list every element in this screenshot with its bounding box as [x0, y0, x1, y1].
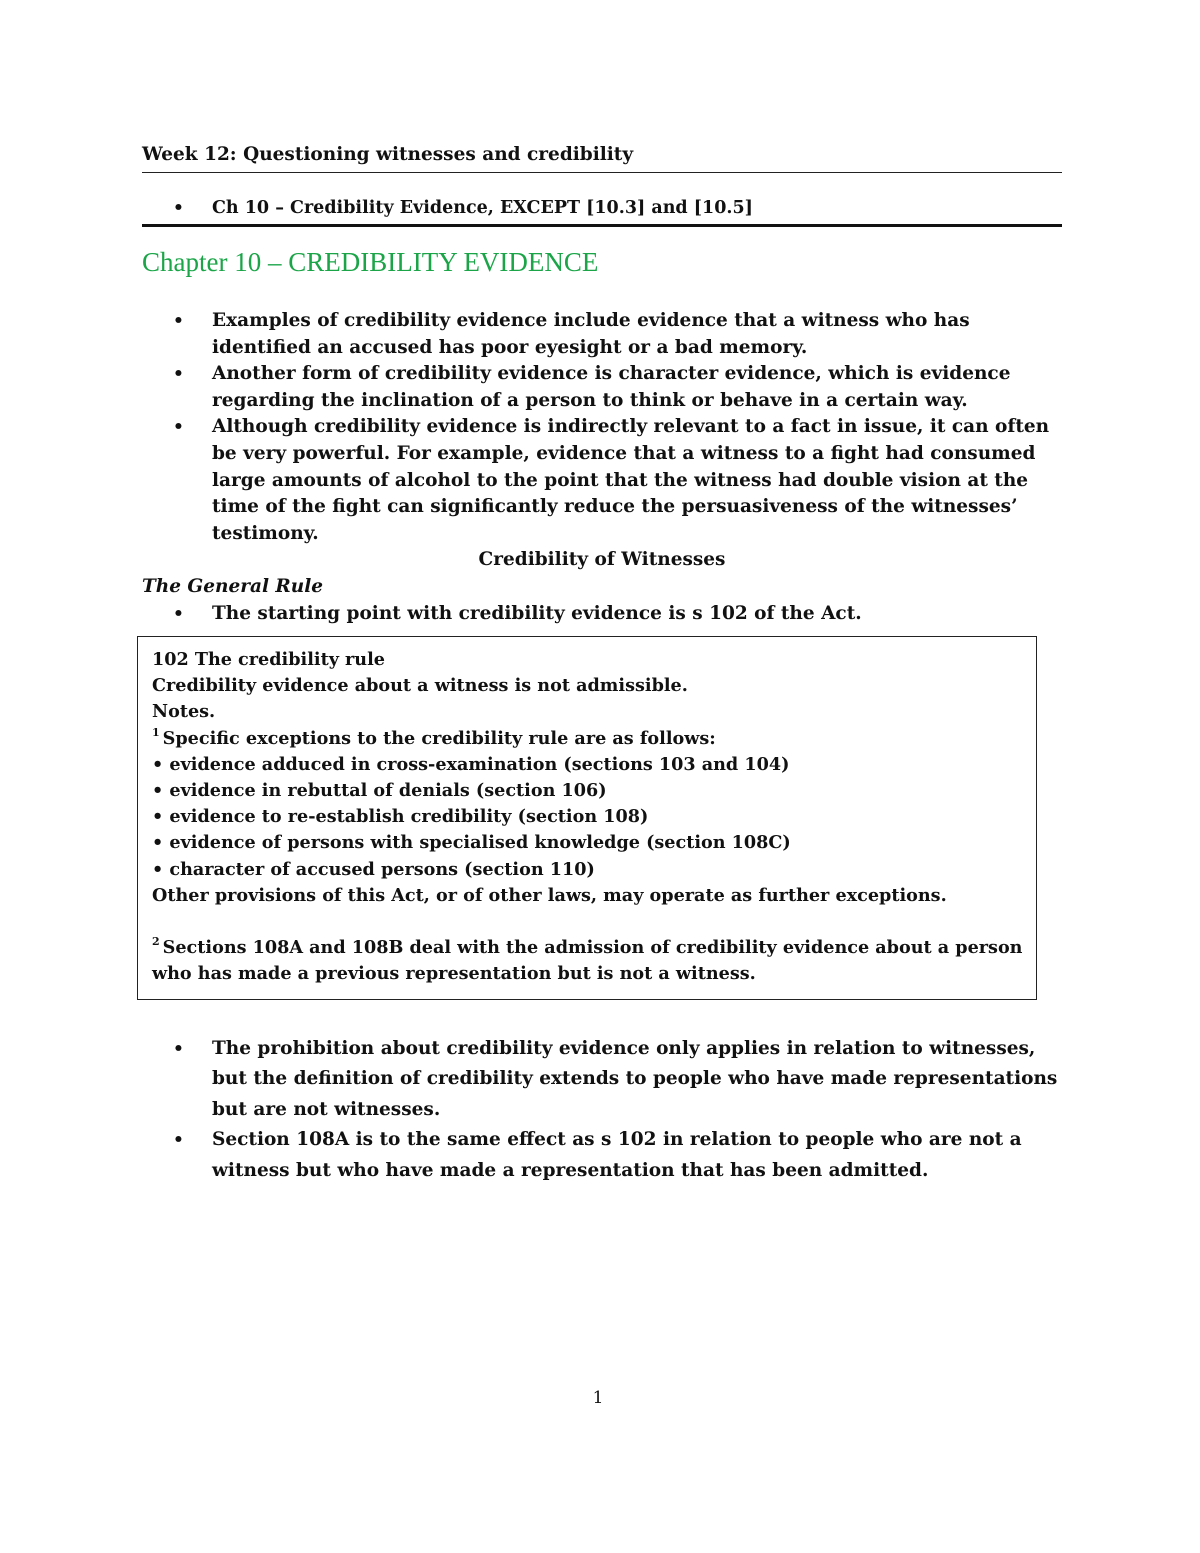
exception-item: • evidence to re-establish credibility (section 108)	[152, 806, 649, 828]
after-bullet-list	[142, 1034, 1062, 1186]
section-heading: Credibility of Witnesses	[478, 549, 726, 570]
list-item	[142, 1034, 1062, 1125]
list-item-text: The starting point with credibility evidence is s 102 of the Act.	[212, 603, 862, 624]
intro-bullet-list	[142, 308, 1062, 547]
bullet-icon: •	[173, 198, 184, 218]
week-title: Week 12: Questioning witnesses and credibility	[142, 144, 634, 165]
list-item-text: Section 108A is to the same effect as s 102 in relation to people who are not a witness but who have made a representation that has been admitted.	[212, 1129, 1022, 1181]
list-item	[142, 601, 1062, 627]
bullet-icon: •	[173, 364, 184, 385]
bullet-icon: •	[173, 1130, 184, 1151]
other-provisions-note: Other provisions of this Act, or of other laws, may operate as further exceptions.	[152, 884, 947, 906]
exception-item: • evidence of persons with specialised knowledge (section 108C)	[152, 832, 791, 854]
list-item-text: Examples of credibility evidence include evidence that a witness who has identified an accused has poor eyesight or a bad memory.	[212, 310, 970, 358]
chapter-heading: Chapter 10 – CREDIBILITY EVIDENCE	[142, 247, 599, 277]
statute-rule: Credibility evidence about a witness is not admissible.	[152, 675, 688, 697]
list-item-text: Although credibility evidence is indirectly relevant to a fact in issue, it can often be very powerful. For example, evidence that a witness to a fight had consumed large amounts of alcohol to the point that the witness had double vision at the time of the fight can significantly reduce the persuasiveness of the witnesses’ testimony.	[212, 416, 1050, 544]
note-1	[152, 726, 1024, 752]
statute-extract-box	[137, 636, 1037, 1000]
exception-item: • character of accused persons (section 110)	[152, 858, 595, 880]
list-item-text: Another form of credibility evidence is character evidence, which is evidence regarding the inclination of a person to think or behave in a certain way.	[212, 363, 1011, 411]
document-page	[142, 0, 1062, 1553]
reading-text: Ch 10 – Credibility Evidence, EXCEPT [10.3] and [10.5]	[212, 198, 753, 218]
bullet-icon: •	[173, 417, 184, 438]
note-marker: 1	[152, 725, 160, 739]
title-divider	[142, 172, 1062, 173]
bullet-icon: •	[173, 604, 184, 624]
reading-item	[142, 195, 1062, 221]
spacer	[152, 909, 1024, 935]
section-subheading: The General Rule	[142, 576, 324, 597]
note-marker: 2	[152, 935, 160, 949]
list-item	[142, 308, 1062, 361]
list-item	[142, 1125, 1062, 1186]
list-item	[142, 361, 1062, 414]
list-item	[142, 414, 1062, 547]
reading-divider	[142, 224, 1062, 227]
bullet-icon: •	[173, 311, 184, 331]
bullet-icon: •	[173, 1039, 184, 1059]
reading-list	[142, 195, 1062, 221]
notes-label: Notes.	[152, 701, 216, 723]
statute-title: 102 The credibility rule	[152, 649, 385, 670]
general-rule-list	[142, 601, 1062, 627]
note-2	[152, 935, 1024, 987]
note-1-text: Specific exceptions to the credibility rule are as follows:	[162, 727, 716, 749]
exception-item: • evidence in rebuttal of denials (section 106)	[152, 780, 607, 802]
list-item-text: The prohibition about credibility evidence only applies in relation to witnesses, but the definition of credibility extends to people who have made representations but are not witnesses.	[212, 1038, 1058, 1120]
exception-item: • evidence adduced in cross-examination (sections 103 and 104)	[152, 753, 790, 775]
note-2-text: Sections 108A and 108B deal with the admission of credibility evidence about a person who has made a previous representation but is not a witness.	[152, 937, 1023, 985]
page-number: 1	[592, 1388, 604, 1408]
